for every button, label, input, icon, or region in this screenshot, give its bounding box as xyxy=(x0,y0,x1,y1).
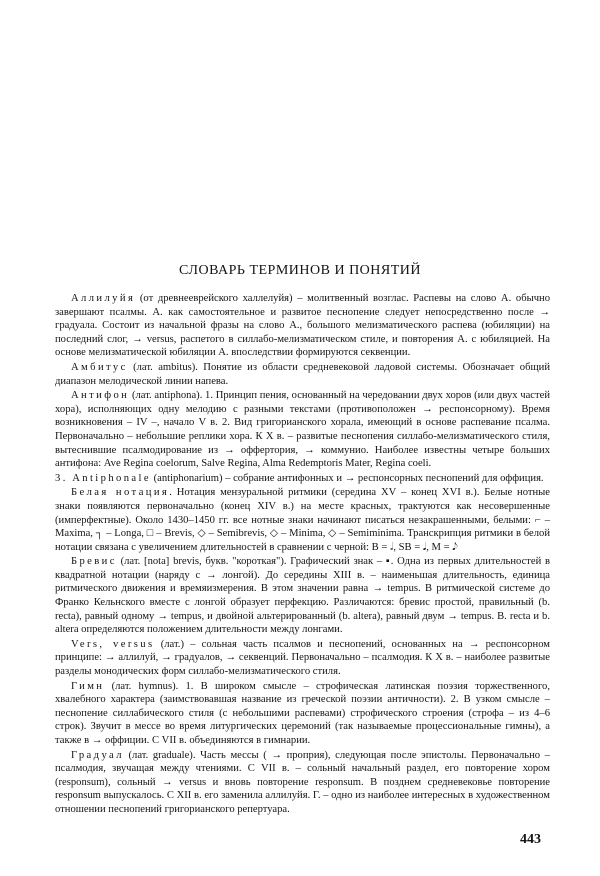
glossary-entry xyxy=(55,472,550,486)
entry-definition: (лат. antiphona). 1. Принцип пения, основанный на чередовании двух хоров (или двух частей хора), исполняющих одну мелодию с разными текстами (противоположен → респонсорному). Время возникновения – IV –, начало V в. 2. Вид григорианского хорала, имеющий в основе распевание псалма. Первоначально – небольшие реплики хора. К X в. – развитые песнопения силлабо-мелизматического стиля, вытеснившие псалмодирование из → оффертория, → коммунио. Наиболее известны четыре больших антифона: Ave Regina coelorum, Salve Regina, Alma Redemptoris Mater, Regina coeli. xyxy=(55,390,550,470)
glossary-entry xyxy=(55,555,550,637)
entry-definition: (лат.) – сольная часть псалмов и песнопений, основанных на → респонсорном принципе: → аллилуй, → градуалов, → секвенций. Первоначально – псалмодия. К X в. – наиболее развитые разделы монодических форм силлабо-мелизматического стиля. xyxy=(55,638,550,678)
glossary-entry xyxy=(55,680,550,748)
glossary-entry xyxy=(55,638,550,679)
entry-term: Белая нотация xyxy=(71,487,170,499)
glossary-entry xyxy=(55,486,550,554)
entry-term: Антифон xyxy=(71,390,130,402)
entry-definition: (лат. ambitus). Понятие из области средневековой ладовой системы. Обозначает общий диапазон мелодической линии напева. xyxy=(55,361,550,387)
glossary-entry xyxy=(55,361,550,388)
page-number: 443 xyxy=(520,832,541,847)
entry-term: Бревис xyxy=(71,556,117,568)
entry-term: Гимн xyxy=(71,680,105,692)
entry-definition: (лат. hymnus). 1. В широком смысле – строфическая латинская поэзия торжественного, хвалебного характера (заимствовавшая название из греческой поэзии античности). 2. В узком смысле – песнопение силлабического стиля (с небольшими распевами) строфического строения (строфа – из 4–6 строк). Звучит в мессе во время литургических церемоний (так называемые процессиональные гимны), а также в → оффиции. С VII в. объединяются в гимнарии. xyxy=(55,680,550,746)
entry-definition: (лат. [nota] brevis, букв. "короткая"). Графический знак – ▪. Одна из первых длительностей в квадратной нотации (наряду с → лонгой). До середины XIII в. – наименьшая длительность, единица ритмического движения и времяизмерения. В этом значении равна → tempus. В ритмической системе до Франко Кельнского вместе с лонгой образует перфекцию. Различаются: бревис простой, правильный (b. recta), равный одному → tempus, и двойной альтерированный (b. altera), равный двум → tempus. B. recta и b. altera определяются положением длительности между лонгами. xyxy=(55,556,550,636)
entry-term: 3. Antiphonale xyxy=(55,472,151,484)
entry-term: Градуал xyxy=(71,749,124,761)
entry-definition: (от древнееврейского халлелуйя) – молитвенный возглас. Распевы на слово А. обычно завершают псалмы. А. как самостоятельное и развитое песнопение следует непосредственно после → градуала. Состоит из начальной фразы на слово А., большого мелизматического распева (юбиляции) на последний слог, → versus, распетого в силлабо-мелизматическом стиле, и повторения А. с юбиляцией. На основе мелизматической юбиляции А. впоследствии формируются секвенции. xyxy=(55,293,550,359)
page-title: СЛОВАРЬ ТЕРМИНОВ И ПОНЯТИЙ xyxy=(178,263,422,278)
entry-definition: . Нотация мензуральной ритмики (середина XV – конец XVI в.). Белые нотные знаки появляются первоначально (конец XIV в.) на месте красных, трактуются как несовершенные (имперфектные). Около 1430–1450 гг. все нотные знаки начинают писаться незакрашенными, белыми: ⌐ – Maxima, ┐ – Longa, □ – Brevis, ◇ – Semibrevis, ◇ – Minima, ◇ – Semiminima. Транскрипция ритмики в белой нотации связана с увеличением длительностей в сравнении с черной: B = 𝅗𝅥, SB = 𝅘𝅥, M = 𝅘𝅥𝅮 xyxy=(55,487,551,553)
glossary-entry xyxy=(55,292,550,360)
entry-definition: (antiphonarium) – собрание антифонных и → респонсорных песнопений для оффиция. xyxy=(150,472,544,484)
entry-term: Амбитус xyxy=(71,361,128,373)
entry-term: Аллилуйя xyxy=(71,293,136,304)
glossary-entries xyxy=(55,292,550,818)
entry-definition: (лат. graduale). Часть мессы ( → проприя), следующая после эпистолы. Первоначально – псалмодия, звучащая между чтениями. С VII в. – сольный начальный раздел, его повторение хором (responsum), сольный → versus и вновь повторение responsum. В позднем средневековье повторение responsum выпускалось. С XII в. его заменила аллилуйя. Г. – одно из наиболее интересных в художественном отношении песнопений григорианского репертуара. xyxy=(55,749,550,815)
entry-term: Vers, versus xyxy=(71,638,155,650)
glossary-entry xyxy=(55,749,550,817)
glossary-entry xyxy=(55,389,550,471)
